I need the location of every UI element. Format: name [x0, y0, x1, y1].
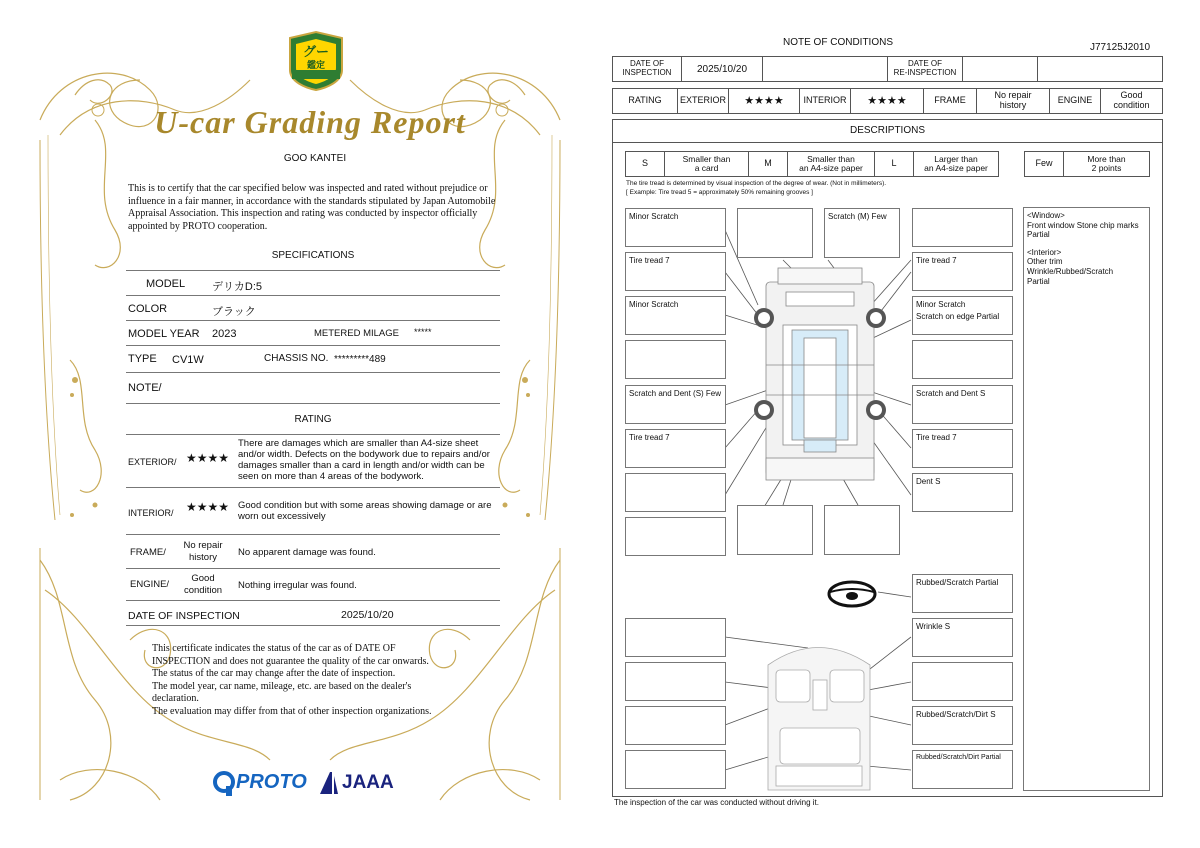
legend-s: S [625, 151, 665, 177]
note-box-rubbed-dirt-partial: Rubbed/Scratch/Dirt Partial [912, 750, 1013, 789]
legend-l-desc: Larger than an A4-size paper [913, 151, 999, 177]
document-id: J77125J2010 [1090, 42, 1151, 53]
certification-intro: This is to certify that the car specified below was inspected and rated without prejudice or influence in a fair manner, in accordance with the standards stipulated by Japan Automobile Appraisal Association. This inspection and rating was conducted by inspector officially appointed by PROTO cooperation. [128, 183, 496, 232]
note-box-rubbed-dirt-s: Rubbed/Scratch/Dirt S [912, 706, 1013, 745]
type-label: TYPE [128, 353, 157, 365]
disclaimer-line: This certificate indicates the status of the car as of DATE OF [152, 643, 396, 654]
report-title: U-car Grading Report [154, 104, 466, 140]
note-of-conditions-sheet [608, 0, 1200, 848]
frame-value: No repair history [976, 88, 1050, 114]
note-box-empty [912, 662, 1013, 701]
tread-note-2: [ Example: Tire tread 5 = approximately 50% remaining grooves ] [626, 189, 813, 196]
interior-rating-row [126, 488, 500, 535]
badge-bottom-text: 鑑定 [306, 60, 325, 70]
note-box-empty [737, 505, 813, 555]
note-box-minor-scratch-front-left: Minor Scratch [625, 208, 726, 247]
interior-label: INTERIOR/ [128, 508, 174, 518]
steering-wheel-icon [829, 582, 875, 606]
interior-stars: ★★★★ [186, 500, 230, 514]
chassis-value: *********489 [334, 354, 386, 365]
color-value: ブラック [212, 306, 256, 318]
note-box-tire-tread-rear-right: Tire tread 7 [912, 429, 1013, 468]
jaaa-logo-text: JAAA [342, 772, 394, 793]
note-box-dent-s: Dent S [912, 473, 1013, 512]
color-row [126, 296, 500, 321]
legend-m-desc: Smaller than an A4-size paper [787, 151, 875, 177]
frame-value-line2: history [189, 552, 217, 563]
metered-mileage-label: METERED MILAGE [314, 328, 399, 339]
report-subtitle: GOO KANTEI [283, 153, 347, 164]
exterior-stars: ★★★★ [728, 88, 800, 114]
note-box-minor-scratch-left: Minor Scratch [625, 296, 726, 335]
note-box-tire-tread-front-left: Tire tread 7 [625, 252, 726, 291]
model-row [126, 271, 500, 296]
disclaimer [152, 643, 492, 718]
window-note-desc: Front window Stone chip marks Partial [1027, 220, 1139, 240]
date-label: DATE OF INSPECTION [128, 610, 240, 622]
engine-value-line1: Good [191, 573, 215, 584]
type-row [126, 346, 500, 373]
rating-heading: RATING [294, 414, 332, 425]
note-box-scratch-m-few: Scratch (M) Few [824, 208, 900, 258]
note-box-empty [625, 517, 726, 556]
exterior-label: EXTERIOR [677, 88, 729, 114]
note-box-empty [737, 208, 813, 258]
exterior-stars: ★★★★ [186, 451, 230, 465]
disclaimer-line: The status of the car may change after the date of inspection. [152, 668, 396, 679]
proto-logo-icon [212, 770, 238, 798]
frame-label: FRAME [923, 88, 977, 114]
rating-label: RATING [612, 88, 678, 114]
jaaa-logo-icon [318, 770, 340, 796]
specifications-heading: SPECIFICATIONS [271, 250, 355, 261]
note-box-wrinkle: Wrinkle S [912, 618, 1013, 657]
model-year-label: MODEL YEAR [128, 328, 200, 340]
legend-few-desc: More than 2 points [1063, 151, 1150, 177]
interior-label: INTERIOR [799, 88, 851, 114]
interior-note-line: Wrinkle/Rubbed/Scratch [1027, 266, 1114, 276]
disclaimer-line: The model year, car name, mileage, etc. are based on the dealer's [152, 680, 412, 692]
note-box-empty [625, 706, 726, 745]
disclaimer-line: The evaluation may differ from that of other inspection organizations. [152, 705, 432, 717]
note-box-empty [912, 208, 1013, 247]
color-label: COLOR [128, 303, 168, 315]
engine-value: Good condition [1100, 88, 1163, 114]
legend-s-desc: Smaller than a card [664, 151, 749, 177]
date-value: 2025/10/20 [341, 609, 394, 621]
window-note-label: <Window> [1027, 211, 1065, 220]
note-box-steering: Rubbed/Scratch Partial [912, 574, 1013, 613]
note-box-empty [625, 340, 726, 379]
note-box-tire-tread-front-right: Tire tread 7 [912, 252, 1013, 291]
metered-mileage-value: ***** [414, 327, 432, 337]
exterior-description: There are damages which are smaller than A4-size sheet and/or width. Defects on the bodywork due to repairs and/or damages smaller than a card in length and/or width can be seen on more than 4 areas of the bodywork. [238, 438, 490, 482]
note-box-scratch-dent-right: Scratch and Dent S [912, 385, 1013, 424]
chassis-label: CHASSIS NO. [264, 353, 329, 364]
note-row [126, 373, 500, 404]
descriptions-heading: DESCRIPTIONS [612, 119, 1163, 143]
note-box-scratch-dent-left: Scratch and Dent (S) Few [625, 385, 726, 424]
interior-note-line: Partial [1027, 276, 1050, 286]
legend-l: L [874, 151, 914, 177]
note-box-empty [625, 662, 726, 701]
interior-note-label: <Interior> [1027, 247, 1062, 257]
interior-note-line: Other trim [1027, 257, 1063, 267]
model-year-value: 2023 [212, 328, 237, 340]
frame-label: FRAME/ [130, 547, 166, 558]
model-year-row [126, 321, 500, 346]
note-label: NOTE/ [128, 382, 162, 394]
date-reinspection-label: DATE OF RE-INSPECTION [887, 56, 963, 82]
badge-top-text: グー [302, 44, 329, 59]
engine-row [126, 569, 500, 601]
legend-few: Few [1024, 151, 1064, 177]
note-box-empty [824, 505, 900, 555]
frame-description: No apparent damage was found. [238, 547, 376, 558]
note-box-empty [625, 750, 726, 789]
proto-logo-text: PROTO [236, 771, 307, 793]
model-label: MODEL [146, 278, 186, 290]
legend-m: M [748, 151, 788, 177]
date-inspection-value: 2025/10/20 [681, 56, 763, 82]
date-row [126, 601, 500, 626]
conditions-title: NOTE OF CONDITIONS [783, 37, 893, 48]
side-notes-panel [1023, 207, 1150, 791]
disclaimer-line: INSPECTION and does not guarantee the quality of the car onwards. [152, 655, 429, 667]
interior-description: Good condition but with some areas showing damage or are worn out excessively [238, 500, 492, 522]
note-box-empty [912, 340, 1013, 379]
engine-value-line2: condition [183, 585, 223, 596]
date-inspection-label: DATE OF INSPECTION [612, 56, 682, 82]
note-box-tire-tread-rear-left: Tire tread 7 [625, 429, 726, 468]
note-box-empty [625, 473, 726, 512]
engine-label: ENGINE [1049, 88, 1101, 114]
type-value: CV1W [172, 354, 204, 366]
frame-value-line1: No repair [183, 540, 223, 551]
tread-note-1: The tire tread is determined by visual inspection of the degree of wear. (Not in millimeters). [626, 180, 887, 187]
engine-description: Nothing irregular was found. [238, 580, 357, 591]
note-box-empty [625, 618, 726, 657]
engine-label: ENGINE/ [130, 579, 170, 590]
footer-note: The inspection of the car was conducted without driving it. [614, 798, 819, 807]
note-box-minor-scratch-right: Minor Scratch Scratch on edge Partial [912, 296, 1013, 335]
exterior-rating-row [126, 435, 500, 488]
model-value: デリカD:5 [212, 281, 263, 293]
disclaimer-line: declaration. [152, 693, 199, 704]
exterior-label: EXTERIOR/ [128, 457, 177, 467]
interior-stars: ★★★★ [850, 88, 924, 114]
frame-row [126, 535, 500, 569]
